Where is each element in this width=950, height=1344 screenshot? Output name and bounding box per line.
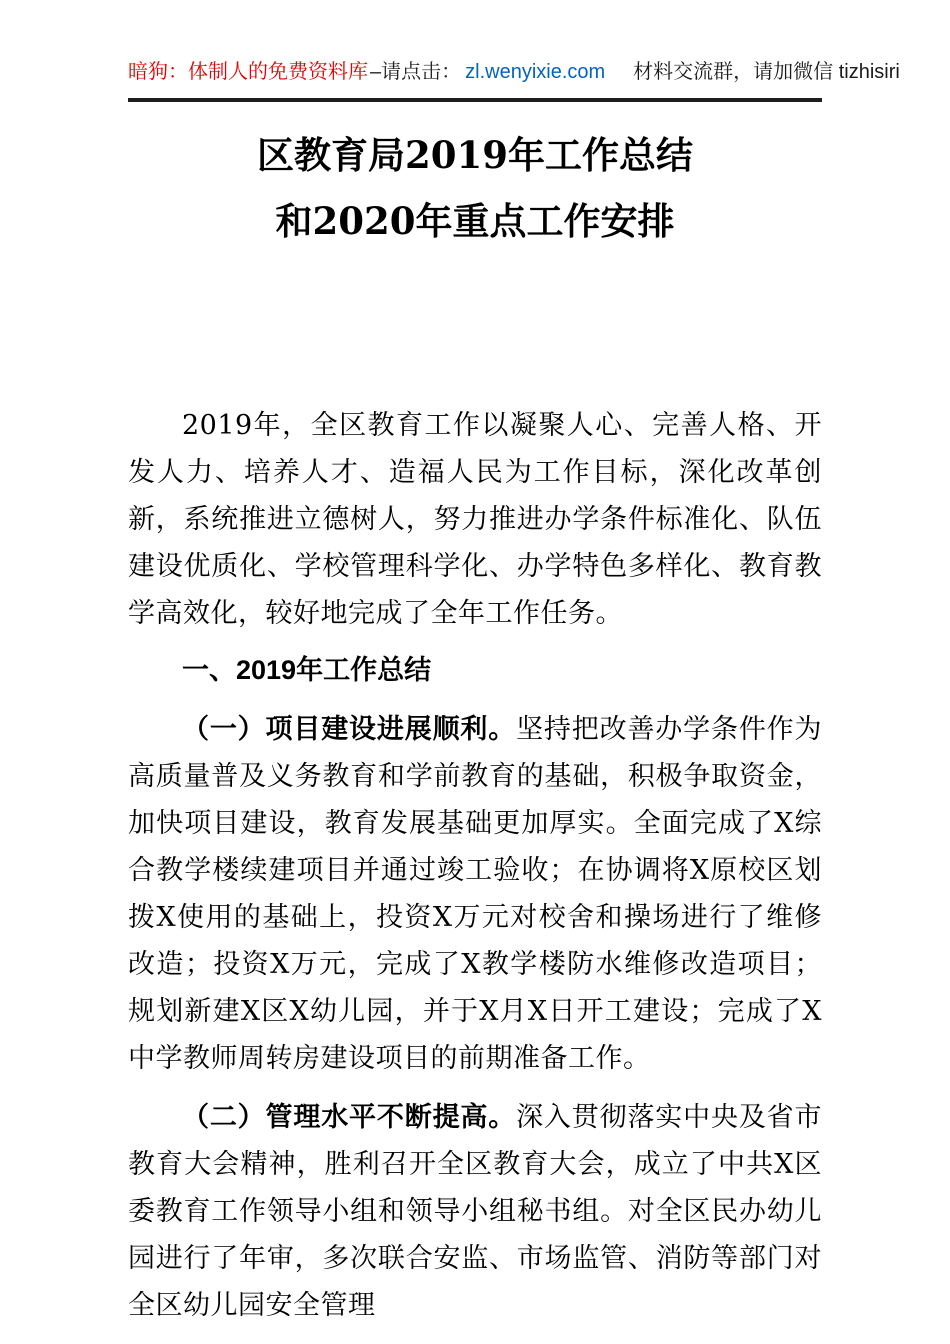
header-click-prompt: –请点击： bbox=[370, 61, 462, 83]
section-heading-2019-summary: 一、2019年工作总结 bbox=[182, 655, 432, 685]
paragraph-project-construction bbox=[128, 706, 822, 1082]
paragraph-management-improvement bbox=[128, 1094, 822, 1329]
title-line-2: 和2020年重点工作安排 bbox=[275, 199, 675, 243]
page-header bbox=[128, 0, 900, 86]
paragraph-2-text: 深入贯彻落实中央及省市教育大会精神，胜利召开全区教育大会，成立了中共X区委教育工作领导小组和领导小组秘书组。对全区民办幼儿园进行了年审，多次联合安监、市场监管、消防等部门对全区幼儿园安全管理 bbox=[128, 1102, 823, 1321]
paragraph-1-text: 坚持把改善办学条件作为高质量普及义务教育和学前教育的基础，积极争取资金，加快项目建设，教育发展基础更加厚实。全面完成了X综合教学楼续建项目并通过竣工验收；在协调将X原校区划拨X使用的基础上，投资X万元对校舍和操场进行了维修改造；投资X万元，完成了X教学楼防水维修改造项目；规划新建X区X幼儿园，并于X月X日开工建设；完成了X中学教师周转房建设项目的前期准备工作。 bbox=[128, 714, 823, 1074]
paragraph-2-lead: （二）管理水平不断提高。 bbox=[182, 1102, 517, 1133]
header-divider bbox=[128, 98, 822, 102]
title-line-1: 区教育局2019年工作总结 bbox=[257, 133, 693, 177]
header-website-link[interactable]: zl.wenyixie.com bbox=[465, 61, 606, 83]
intro-paragraph: 2019年，全区教育工作以凝聚人心、完善人格、开发人力、培养人才、造福人民为工作目标，深化改革创新，系统推进立德树人，努力推进办学条件标准化、队伍建设优质化、学校管理科学化、办学特色多样化、教育教学高效化，较好地完成了全年工作任务。 bbox=[128, 410, 822, 629]
document-title bbox=[128, 122, 822, 254]
header-contact-text: 材料交流群，请加微信 tizhisiri bbox=[633, 61, 900, 83]
paragraph-1-lead: （一）项目建设进展顺利。 bbox=[182, 714, 517, 745]
header-promo-text: 暗狗：体制人的免费资料库 bbox=[128, 61, 368, 83]
